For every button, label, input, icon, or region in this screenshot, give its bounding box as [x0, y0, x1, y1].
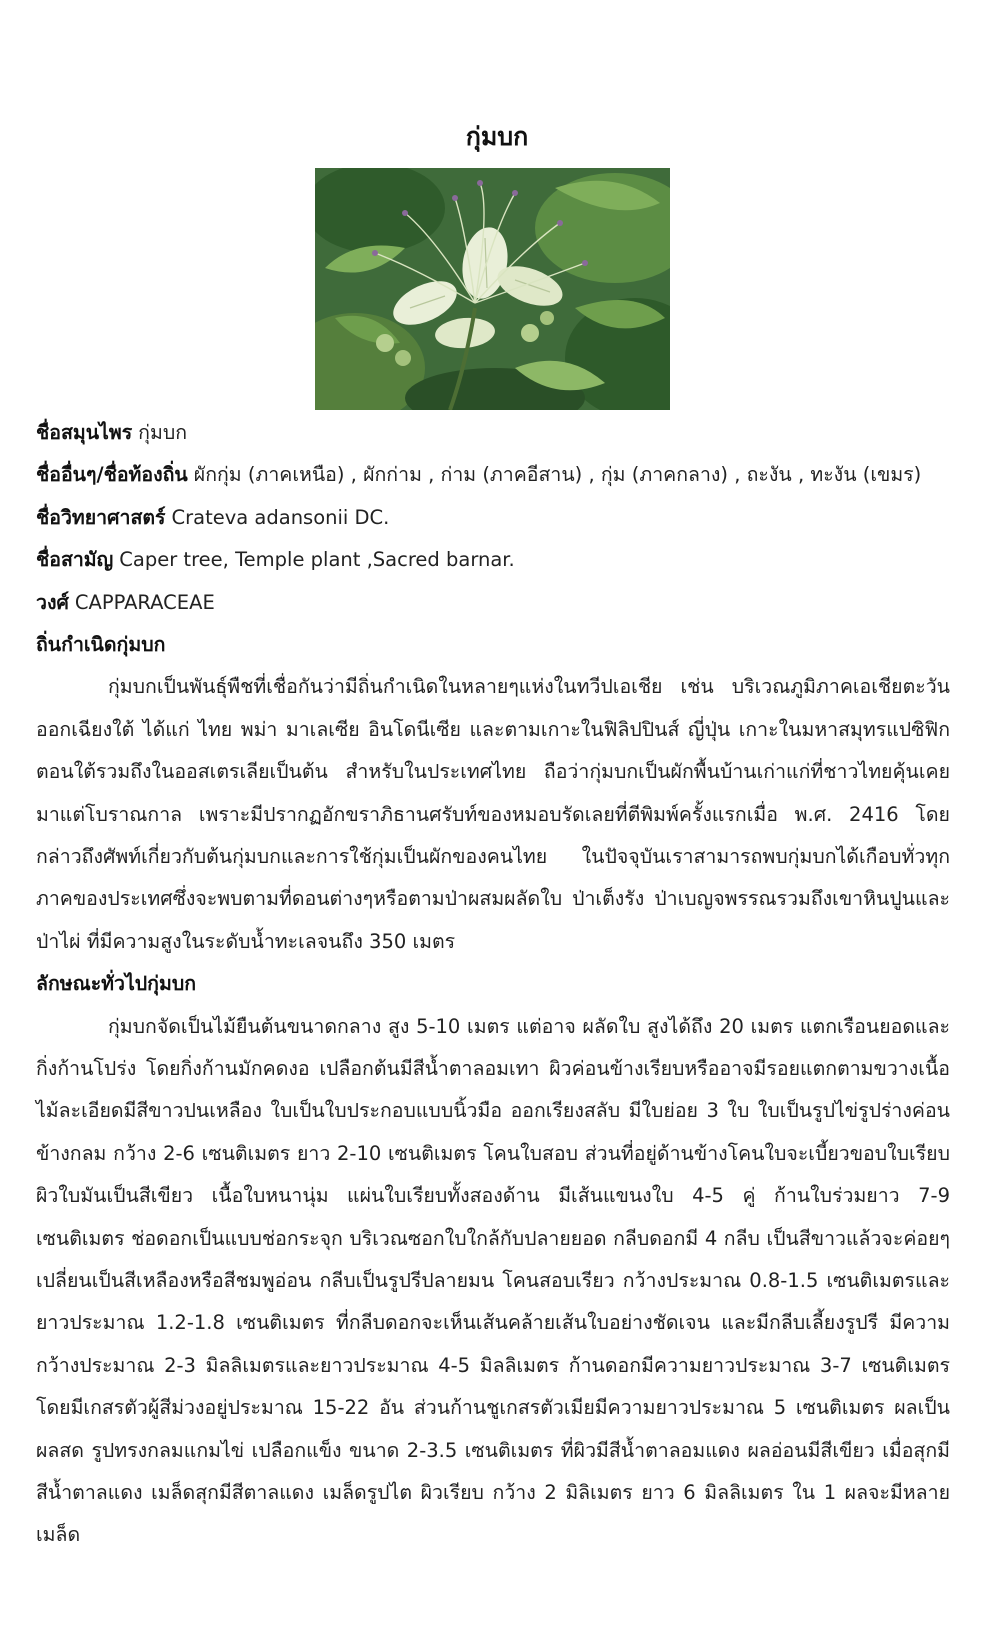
origin-paragraph: กุ่มบกเป็นพันธุ์พืชที่เชื่อกันว่ามีถิ่นกำเนิดในหลายๆแห่งในทวีปเอเชีย เช่น บริเวณภูมิภาคเอเชียตะวันออกเฉียงใต้ ได้แก่ ไทย พม่า มาเลเซีย อินโดนีเซีย และตามเกาะในฟิลิปปินส์ ญี่ปุ่น เกาะในมหาสมุทรแปซิฟิกตอนใต้รวมถึงในออสเตรเลียเป็นต้น สำหรับในประเทศไทย ถือว่ากุ่มบกเป็นผักพื้นบ้านเก่าแก่ที่ชาวไทยคุ้นเคยมาแต่โบราณกาล เพราะมีปรากฏอักขราภิธานศรับท์ของหมอบรัดเลยที่ตีพิมพ์ครั้งแรกเมื่อ พ.ศ. 2416 โดยกล่าวถึงศัพท์เกี่ยวกับต้นกุ่มบกและการใช้กุ่มเป็นผักของคนไทย ในปัจจุบันเราสามารถพบกุ่มบกได้เกือบทั่วทุกภาคของประเทศซึ่งจะพบตามที่ดอนต่างๆหรือตามป่าผสมผลัดใบ ป่าเต็งรัง ป่าเบญจพรรณรวมถึงเขาหินปูนและป่าไผ่ ที่มีความสูงในระดับน้ำทะเลจนถึง 350 เมตร: [36, 675, 950, 953]
field-value: ผักกุ่ม (ภาคเหนือ) , ผักก่าม , ก่าม (ภาคอีสาน) , กุ่ม (ภาคกลาง) , ถะงัน , ทะงัน (เขมร): [193, 463, 922, 487]
characteristics-paragraph: กุ่มบกจัดเป็นไม้ยืนต้นขนาดกลาง สูง 5-10 เมตร แต่อาจ ผลัดใบ สูงได้ถึง 20 เมตร แตกเรือนยอดและกิ่งก้านโปร่ง โดยกิ่งก้านมักคดงอ เปลือกต้นมีสีน้ำตาลอมเทา ผิวค่อนข้างเรียบหรืออาจมีรอยแตกตามขวางเนื้อไม้ละเอียดมีสีขาวปนเหลือง ใบเป็นใบประกอบแบบนิ้วมือ ออกเรียงสลับ มีใบย่อย 3 ใบ ใบเป็นรูปไข่รูปร่างค่อนข้างกลม กว้าง 2-6 เซนติเมตร ยาว 2-10 เซนติเมตร โคนใบสอบ ส่วนที่อยู่ด้านข้างโคนใบจะเบี้ยวขอบใบเรียบ ผิวใบมันเป็นสีเขียว เนื้อใบหนานุ่ม แผ่นใบเรียบทั้งสองด้าน มีเส้นแขนงใบ 4-5 คู่ ก้านใบร่วมยาว 7-9 เซนติเมตร ช่อดอกเป็นแบบช่อกระจุก บริเวณซอกใบใกล้กับปลายยอด กลีบดอกมี 4 กลีบ เป็นสีขาวแล้วจะค่อยๆ เปลี่ยนเป็นสีเหลืองหรือสีชมพูอ่อน กลีบเป็นรูปรีปลายมน โคนสอบเรียว กว้างประมาณ 0.8-1.5 เซนติเมตรและยาวประมาณ 1.2-1.8 เซนติเมตร ที่กลีบดอกจะเห็นเส้นคล้ายเส้นใบอย่างชัดเจน และมีกลีบเลี้ยงรูปรี มีความกว้างประมาณ 2-3 มิลลิเมตรและยาวประมาณ 4-5 มิลลิเมตร ก้านดอกมีความยาวประมาณ 3-7 เซนติเมตร โดยมีเกสรตัวผู้สีม่วงอยู่ประมาณ 15-22 อัน ส่วนก้านชูเกสรตัวเมียมีความยาวประมาณ 5 เซนติเมตร ผลเป็นผลสด รูปทรงกลมแกมไข่ เปลือกแข็ง ขนาด 2-3.5 เซนติเมตร ที่ผิวมีสีน้ำตาลอมแดง ผลอ่อนมีสีเขียว เมื่อสุกมีสีน้ำตาลแดง เมล็ดสุกมีสีตาลแดง เมล็ดรูปไต ผิวเรียบ กว้าง 2 มิลิเมตร ยาว 6 มิลลิเมตร ใน 1 ผลจะมีหลายเมล็ด: [36, 1014, 950, 1547]
field-common-name: [36, 539, 950, 581]
field-scientific-name: [36, 497, 950, 539]
field-label: ชื่อวิทยาศาสตร์: [36, 505, 166, 529]
field-herb-name: [36, 412, 950, 454]
field-label: ชื่อสามัญ: [36, 548, 114, 572]
flower-photo: [315, 168, 670, 410]
field-other-names: [36, 454, 950, 496]
flower-photo-image: [315, 168, 670, 410]
page-title: กุ่มบก: [465, 122, 529, 151]
field-label: ชื่ออื่นๆ/ชื่อท้องถิ่น: [36, 463, 188, 487]
characteristics-heading: ลักษณะทั่วไปกุ่มบก: [36, 972, 197, 996]
field-value: กุ่มบก: [138, 421, 188, 444]
field-value: Crateva adansonii DC.: [171, 505, 390, 529]
field-label: วงศ์: [36, 590, 69, 614]
origin-heading: ถิ่นกำเนิดกุ่มบก: [36, 632, 166, 656]
herb-info: [36, 412, 950, 1557]
field-label: ชื่อสมุนไพร: [36, 421, 133, 444]
field-family: [36, 582, 950, 624]
field-value: Caper tree, Temple plant ,Sacred barnar.: [119, 548, 515, 572]
field-value: CAPPARACEAE: [74, 590, 215, 614]
